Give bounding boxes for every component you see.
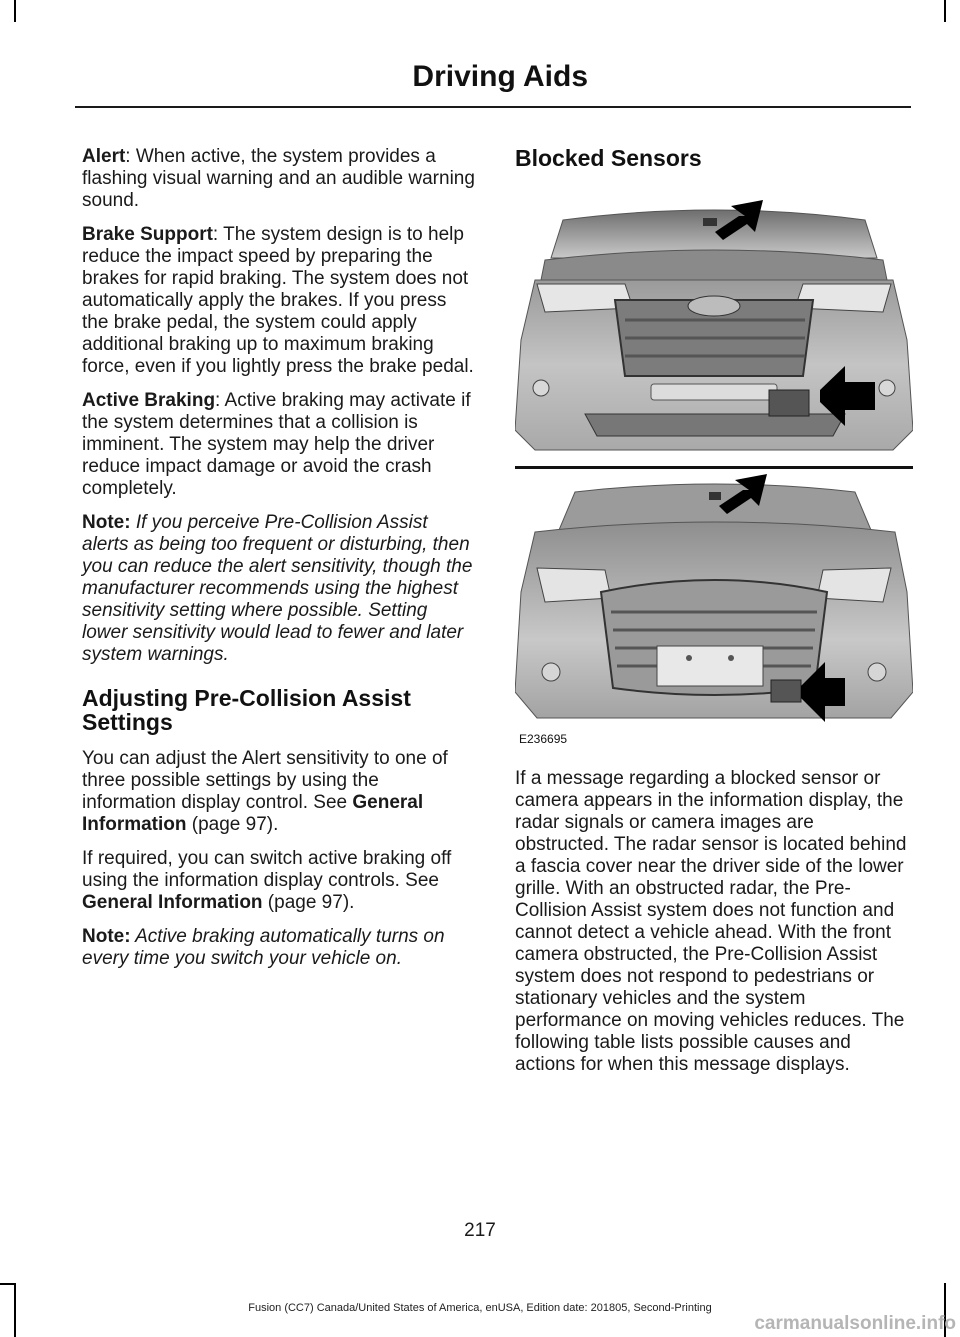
alert-term: Alert — [82, 146, 126, 167]
figure-divider — [515, 466, 913, 469]
note-label: Note: — [82, 926, 131, 947]
brake-support-text: : The system design is to help reduce the impact speed by preparing the brakes for rapid braking. The system does not automatically apply the brakes. If you press the brake pedal, the system could apply additional braking up to maximum braking force, even if you lightly press the brake pedal. — [82, 224, 474, 377]
note-sensitivity — [82, 512, 478, 666]
note-text: Active braking automatically turns on every time you switch your vehicle on. — [82, 926, 445, 969]
brake-support-term: Brake Support — [82, 224, 213, 245]
brake-support-paragraph — [82, 224, 478, 378]
active-braking-paragraph — [82, 390, 478, 500]
sensor-location-figure — [515, 180, 913, 752]
switch-braking-paragraph — [82, 848, 478, 914]
figure-code: E236695 — [517, 728, 569, 750]
general-information-link[interactable]: General Information — [82, 792, 424, 835]
active-braking-text: : Active braking may activate if the system determines that a collision is imminent. The system may help the driver reduce impact damage or avoid the crash completely. — [82, 390, 471, 499]
page-reference: (page 97). — [262, 892, 355, 913]
crop-mark-top-right-v — [944, 0, 946, 22]
note-active-braking — [82, 926, 478, 970]
blocked-sensors-paragraph: If a message regarding a blocked sensor or camera appears in the information display, the radar signals or camera images are obstructed. The radar sensor is located behind a fascia cover near the driver side of the lower grille. With an obstructed radar, the Pre-Collision Assist system does not function and cannot detect a vehicle ahead. With the front camera obstructed, the Pre-Collision Assist system does not respond to pedestrians or stationary vehicles and the system performance on moving vehicles reduces. The following table lists possible causes and actions for when this message displays. — [515, 768, 907, 1075]
page-title: Driving Aids — [412, 60, 588, 93]
right-column — [515, 146, 911, 1088]
edition-footer: Fusion (CC7) Canada/United States of America, enUSA, Edition date: 201805, Second-Printing — [248, 1302, 712, 1314]
adjust-sensitivity-text: You can adjust the Alert sensitivity to one of three possible settings by using the information display control. See — [82, 748, 448, 813]
alert-text: : When active, the system provides a flashing visual warning and an audible warning sound. — [82, 146, 475, 211]
active-braking-term: Active Braking — [82, 390, 216, 411]
adjusting-settings-heading: Adjusting Pre-Collision Assist Settings — [82, 685, 411, 735]
sedan-front-illustration — [515, 470, 913, 756]
general-information-link[interactable]: General Information — [82, 892, 263, 913]
suv-front-illustration — [515, 180, 913, 466]
adjust-sensitivity-paragraph — [82, 748, 478, 836]
watermark: carmanualsonline.info — [754, 1313, 956, 1334]
header-divider — [75, 106, 911, 108]
page-number: 217 — [464, 1220, 496, 1241]
note-text: If you perceive Pre-Collision Assist alerts as being too frequent or disturbing, then you can reduce the alert sensitivity, though the manufacturer recommends using the highest sensitivity setting where possible. Setting lower sensitivity would lead to fewer and later system warnings. — [82, 512, 473, 665]
page-reference: (page 97). — [186, 814, 279, 835]
note-label: Note: — [82, 512, 131, 533]
crop-mark-top-left-v — [14, 0, 16, 22]
crop-mark-bottom-left-h — [0, 1283, 16, 1285]
left-column — [82, 146, 478, 982]
switch-braking-text: If required, you can switch active braking off using the information display controls. See — [82, 848, 452, 891]
alert-paragraph — [82, 146, 478, 212]
blocked-sensors-heading: Blocked Sensors — [515, 145, 702, 171]
